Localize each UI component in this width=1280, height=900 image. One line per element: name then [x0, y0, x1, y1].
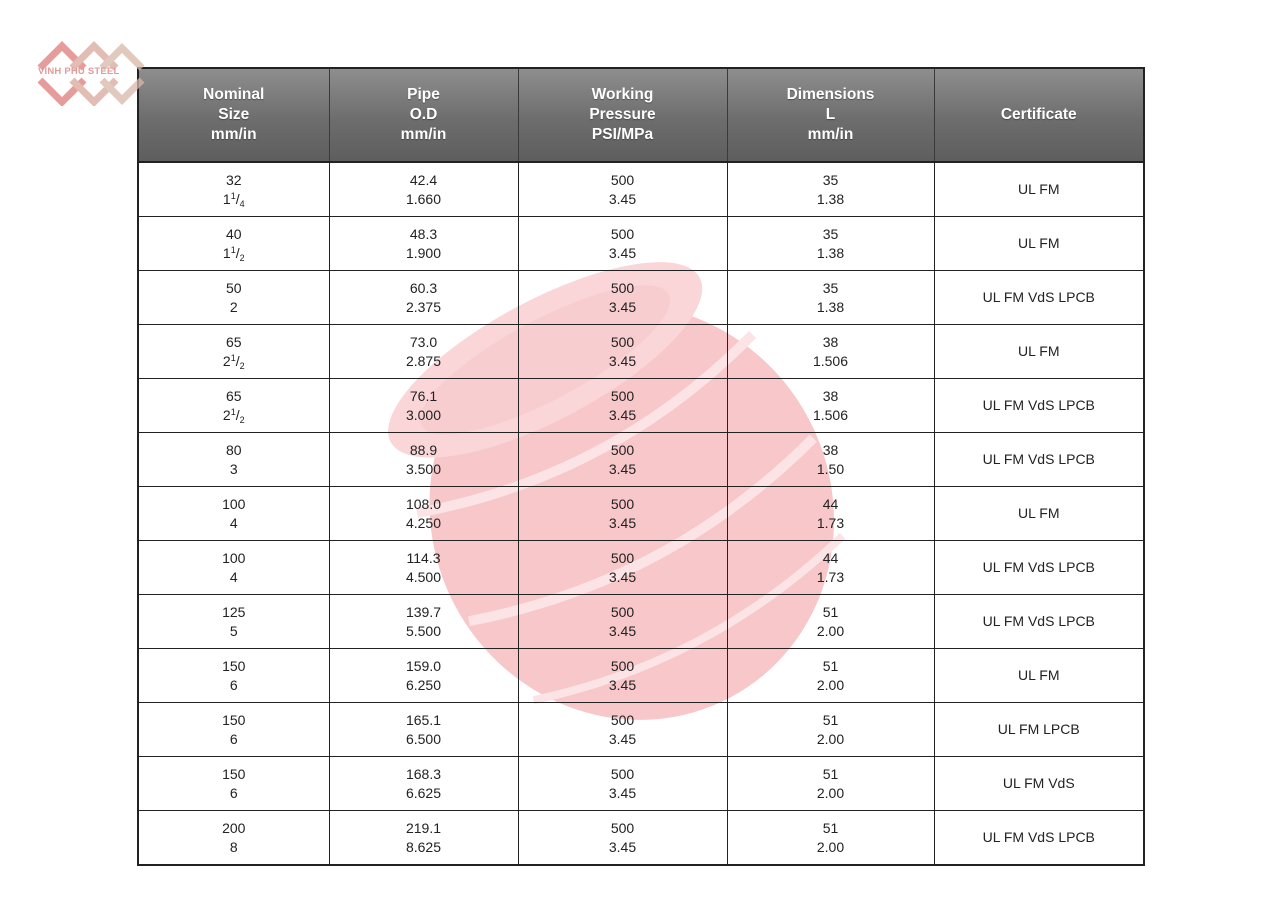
working-pressure-mpa: 3.45: [608, 784, 637, 801]
dimension-l-cell: [727, 325, 934, 379]
working-pressure-mpa: 3.45: [608, 568, 637, 585]
working-pressure-cell: [518, 379, 727, 433]
pipe-od-cell: [329, 649, 518, 703]
nominal-size-size-mm: 32: [225, 171, 242, 188]
nominal-size-size-in: 4: [229, 514, 238, 531]
table-row: [138, 433, 1144, 487]
nominal-size-size-mm: 40: [225, 225, 242, 242]
header-working-pressure: Working Pressure PSI/MPa: [518, 68, 727, 162]
certificate-certificate: UL FM: [1018, 505, 1060, 521]
dimension-l-l-mm: 35: [822, 279, 839, 296]
table-row: [138, 703, 1144, 757]
pipe-od-cell: [329, 325, 518, 379]
nominal-size-size-mm: 100: [222, 549, 246, 566]
certificate-certificate: UL FM: [1018, 343, 1060, 359]
pipe-od-od-in: 4.250: [405, 514, 442, 531]
working-pressure-cell: [518, 811, 727, 866]
working-pressure-psi: 500: [610, 387, 635, 404]
pipe-od-od-in: 6.625: [405, 784, 442, 801]
working-pressure-mpa: 3.45: [608, 676, 637, 693]
nominal-size-size-mm: 125: [222, 603, 246, 620]
nominal-size-cell: [138, 811, 329, 866]
pipe-od-cell: [329, 811, 518, 866]
pipe-od-od-in: 3.500: [405, 460, 442, 477]
nominal-size-size-in: 5: [229, 622, 238, 639]
header-dimensions: Dimensions L mm/in: [727, 68, 934, 162]
pipe-od-cell: [329, 703, 518, 757]
dimension-l-l-in: 1.73: [816, 514, 845, 531]
dimension-l-l-mm: 51: [822, 603, 839, 620]
working-pressure-cell: [518, 541, 727, 595]
working-pressure-cell: [518, 271, 727, 325]
certificate-cell: [934, 703, 1144, 757]
nominal-size-cell: [138, 271, 329, 325]
certificate-certificate: UL FM VdS LPCB: [982, 397, 1095, 413]
nominal-size-size-in: 4: [229, 568, 238, 585]
pipe-od-od-in: 6.500: [405, 730, 442, 747]
certificate-cell: [934, 595, 1144, 649]
nominal-size-size-mm: 80: [225, 441, 242, 458]
pipe-od-od-in: 1.900: [405, 244, 442, 261]
pipe-od-od-mm: 108.0: [405, 495, 442, 512]
nominal-size-size-in: 8: [229, 838, 238, 855]
nominal-size-size-mm: 50: [225, 279, 242, 296]
dimension-l-cell: [727, 487, 934, 541]
certificate-cell: [934, 757, 1144, 811]
working-pressure-psi: 500: [610, 819, 635, 836]
dimension-l-l-mm: 51: [822, 657, 839, 674]
dimension-l-cell: [727, 271, 934, 325]
pipe-od-cell: [329, 271, 518, 325]
working-pressure-psi: 500: [610, 765, 635, 782]
working-pressure-mpa: 3.45: [608, 514, 637, 531]
working-pressure-cell: [518, 595, 727, 649]
dimension-l-l-mm: 44: [822, 549, 839, 566]
dimension-l-l-mm: 35: [822, 225, 839, 242]
nominal-size-size-mm: 150: [222, 711, 246, 728]
certificate-certificate: UL FM VdS LPCB: [982, 829, 1095, 845]
certificate-cell: [934, 433, 1144, 487]
dimension-l-l-in: 1.50: [816, 460, 845, 477]
table-row: [138, 487, 1144, 541]
pipe-od-cell: [329, 541, 518, 595]
table-row: [138, 595, 1144, 649]
pipe-od-od-mm: 159.0: [405, 657, 442, 674]
pipe-od-od-mm: 219.1: [405, 819, 442, 836]
nominal-size-cell: [138, 379, 329, 433]
nominal-size-cell: [138, 217, 329, 271]
working-pressure-psi: 500: [610, 711, 635, 728]
working-pressure-mpa: 3.45: [608, 190, 637, 207]
certificate-certificate: UL FM VdS LPCB: [982, 559, 1095, 575]
nominal-size-cell: [138, 325, 329, 379]
nominal-size-cell: [138, 433, 329, 487]
table-row: [138, 757, 1144, 811]
pipe-od-od-mm: 139.7: [405, 603, 442, 620]
working-pressure-psi: 500: [610, 441, 635, 458]
nominal-size-cell: [138, 541, 329, 595]
table-row: [138, 541, 1144, 595]
dimension-l-cell: [727, 703, 934, 757]
certificate-certificate: UL FM VdS LPCB: [982, 613, 1095, 629]
dimension-l-cell: [727, 541, 934, 595]
table-row: [138, 811, 1144, 866]
certificate-cell: [934, 487, 1144, 541]
working-pressure-cell: [518, 703, 727, 757]
nominal-size-cell: [138, 162, 329, 217]
working-pressure-mpa: 3.45: [608, 406, 637, 423]
working-pressure-psi: 500: [610, 657, 635, 674]
certificate-certificate: UL FM: [1018, 667, 1060, 683]
dimension-l-l-in: 1.38: [816, 190, 845, 207]
dimension-l-l-mm: 51: [822, 819, 839, 836]
dimension-l-cell: [727, 811, 934, 866]
dimension-l-l-mm: 38: [822, 333, 839, 350]
working-pressure-psi: 500: [610, 549, 635, 566]
table-row: [138, 271, 1144, 325]
dimension-l-l-in: 2.00: [816, 784, 845, 801]
dimension-l-cell: [727, 217, 934, 271]
working-pressure-psi: 500: [610, 171, 635, 188]
pipe-od-od-mm: 42.4: [409, 171, 438, 188]
nominal-size-cell: [138, 757, 329, 811]
pipe-od-cell: [329, 217, 518, 271]
nominal-size-size-in: $2^1/_2$: [222, 406, 245, 425]
pipe-od-od-in: 4.500: [405, 568, 442, 585]
header-certificate: Certificate: [934, 68, 1144, 162]
coupling-spec-table: [137, 67, 1145, 866]
certificate-certificate: UL FM: [1018, 181, 1060, 197]
certificate-certificate: UL FM VdS: [1002, 775, 1075, 791]
working-pressure-cell: [518, 757, 727, 811]
dimension-l-l-mm: 38: [822, 387, 839, 404]
pipe-od-od-mm: 60.3: [409, 279, 438, 296]
certificate-certificate: UL FM LPCB: [997, 721, 1080, 737]
nominal-size-size-mm: 150: [222, 765, 246, 782]
nominal-size-size-in: 2: [229, 298, 238, 315]
nominal-size-cell: [138, 703, 329, 757]
pipe-od-od-in: 3.000: [405, 406, 442, 423]
working-pressure-cell: [518, 162, 727, 217]
certificate-certificate: UL FM: [1018, 235, 1060, 251]
working-pressure-cell: [518, 433, 727, 487]
working-pressure-mpa: 3.45: [608, 460, 637, 477]
pipe-od-od-mm: 165.1: [405, 711, 442, 728]
working-pressure-mpa: 3.45: [608, 352, 637, 369]
table-header-row: [138, 68, 1144, 162]
header-nominal-size: Nominal Size mm/in: [138, 68, 329, 162]
nominal-size-cell: [138, 595, 329, 649]
nominal-size-size-in: $2^1/_2$: [222, 352, 245, 371]
table-row: [138, 217, 1144, 271]
pipe-od-od-mm: 76.1: [409, 387, 438, 404]
working-pressure-psi: 500: [610, 495, 635, 512]
nominal-size-cell: [138, 487, 329, 541]
certificate-cell: [934, 162, 1144, 217]
working-pressure-cell: [518, 649, 727, 703]
table-row: [138, 379, 1144, 433]
pipe-od-od-mm: 168.3: [405, 765, 442, 782]
working-pressure-cell: [518, 325, 727, 379]
dimension-l-cell: [727, 379, 934, 433]
nominal-size-size-in: 6: [229, 730, 238, 747]
dimension-l-cell: [727, 433, 934, 487]
working-pressure-psi: 500: [610, 603, 635, 620]
nominal-size-size-mm: 65: [225, 387, 242, 404]
dimension-l-cell: [727, 757, 934, 811]
nominal-size-size-in: 3: [229, 460, 238, 477]
pipe-od-od-mm: 73.0: [409, 333, 438, 350]
pipe-od-od-mm: 88.9: [409, 441, 438, 458]
working-pressure-mpa: 3.45: [608, 730, 637, 747]
working-pressure-mpa: 3.45: [608, 298, 637, 315]
certificate-certificate: UL FM VdS LPCB: [982, 289, 1095, 305]
dimension-l-l-in: 1.506: [812, 406, 849, 423]
pipe-od-od-in: 6.250: [405, 676, 442, 693]
certificate-cell: [934, 811, 1144, 866]
working-pressure-psi: 500: [610, 279, 635, 296]
vinh-phu-steel-logo: [36, 40, 146, 106]
dimension-l-l-mm: 35: [822, 171, 839, 188]
logo-text: VINH PHU STEEL: [38, 66, 120, 77]
working-pressure-mpa: 3.45: [608, 622, 637, 639]
pipe-od-cell: [329, 433, 518, 487]
nominal-size-size-in: $1^1/_4$: [222, 190, 245, 209]
nominal-size-size-mm: 150: [222, 657, 246, 674]
working-pressure-mpa: 3.45: [608, 838, 637, 855]
certificate-cell: [934, 541, 1144, 595]
dimension-l-l-mm: 51: [822, 711, 839, 728]
dimension-l-l-in: 1.38: [816, 298, 845, 315]
table-row: [138, 162, 1144, 217]
pipe-od-od-mm: 48.3: [409, 225, 438, 242]
working-pressure-cell: [518, 217, 727, 271]
dimension-l-l-in: 2.00: [816, 730, 845, 747]
pipe-od-od-in: 5.500: [405, 622, 442, 639]
dimension-l-cell: [727, 649, 934, 703]
nominal-size-cell: [138, 649, 329, 703]
pipe-od-od-in: 8.625: [405, 838, 442, 855]
pipe-od-cell: [329, 487, 518, 541]
working-pressure-mpa: 3.45: [608, 244, 637, 261]
dimension-l-l-in: 1.73: [816, 568, 845, 585]
certificate-cell: [934, 325, 1144, 379]
header-pipe-od: Pipe O.D mm/in: [329, 68, 518, 162]
working-pressure-psi: 500: [610, 333, 635, 350]
pipe-od-cell: [329, 595, 518, 649]
working-pressure-psi: 500: [610, 225, 635, 242]
nominal-size-size-in: $1^1/_2$: [222, 244, 245, 263]
dimension-l-l-in: 2.00: [816, 622, 845, 639]
pipe-od-cell: [329, 757, 518, 811]
pipe-od-od-in: 1.660: [405, 190, 442, 207]
table-row: [138, 649, 1144, 703]
dimension-l-l-in: 1.506: [812, 352, 849, 369]
dimension-l-l-in: 1.38: [816, 244, 845, 261]
dimension-l-l-mm: 38: [822, 441, 839, 458]
nominal-size-size-mm: 100: [222, 495, 246, 512]
nominal-size-size-in: 6: [229, 784, 238, 801]
dimension-l-cell: [727, 162, 934, 217]
dimension-l-l-mm: 44: [822, 495, 839, 512]
certificate-cell: [934, 379, 1144, 433]
dimension-l-cell: [727, 595, 934, 649]
certificate-certificate: UL FM VdS LPCB: [982, 451, 1095, 467]
dimension-l-l-mm: 51: [822, 765, 839, 782]
certificate-cell: [934, 649, 1144, 703]
nominal-size-size-mm: 65: [225, 333, 242, 350]
pipe-od-cell: [329, 162, 518, 217]
pipe-od-od-in: 2.875: [405, 352, 442, 369]
pipe-od-cell: [329, 379, 518, 433]
pipe-od-od-mm: 114.3: [406, 549, 441, 566]
nominal-size-size-mm: 200: [222, 819, 246, 836]
working-pressure-cell: [518, 487, 727, 541]
table-row: [138, 325, 1144, 379]
certificate-cell: [934, 217, 1144, 271]
pipe-od-od-in: 2.375: [405, 298, 442, 315]
certificate-cell: [934, 271, 1144, 325]
dimension-l-l-in: 2.00: [816, 838, 845, 855]
nominal-size-size-in: 6: [229, 676, 238, 693]
dimension-l-l-in: 2.00: [816, 676, 845, 693]
